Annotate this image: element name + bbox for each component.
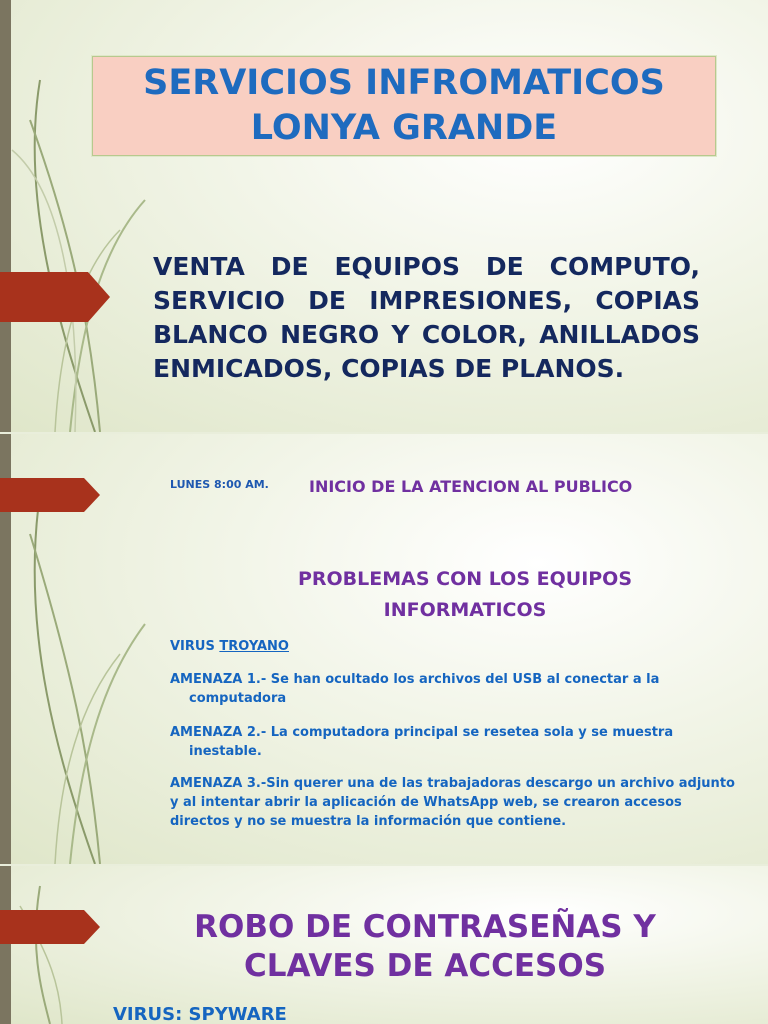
threat-2-text: AMENAZA 2.- La computadora principal se resetea sola y se muestra <box>170 725 674 740</box>
virus-line <box>170 637 289 656</box>
threat-1-text: AMENAZA 1.- Se han ocultado los archivos del USB al conectar a la <box>170 672 660 687</box>
decorative-curves <box>0 866 160 1024</box>
title-line-2: LONYA GRANDE <box>250 108 558 148</box>
hours-label: LUNES 8:00 AM. <box>170 478 269 491</box>
threat-3: AMENAZA 3.-Sin querer una de las trabajadoras descargo un archivo adjunto y al intentar abrir la aplicación de WhatsApp web, se crearon accesos directos y no se muestra la información que contiene. <box>170 776 735 829</box>
problems-line-1: PROBLEMAS CON LOS EQUIPOS <box>297 568 633 590</box>
virus-label: VIRUS <box>170 639 215 654</box>
arrow-marker <box>0 478 100 512</box>
threat-1-cont: computadora <box>189 691 287 706</box>
title-box <box>92 56 716 156</box>
arrow-marker <box>0 272 110 322</box>
threat-2 <box>170 723 730 761</box>
problems-heading <box>230 564 700 626</box>
spyware-label: VIRUS: SPYWARE <box>113 1004 287 1024</box>
virus-name-link[interactable]: TROYANO <box>219 639 289 654</box>
threat-2-cont: inestable. <box>189 744 262 759</box>
robo-heading <box>160 908 690 986</box>
robo-line-1: ROBO DE CONTRASEÑAS Y <box>194 909 656 945</box>
problems-line-2: INFORMATICOS <box>383 599 547 621</box>
threat-1 <box>170 670 720 708</box>
slide-1 <box>0 0 768 432</box>
robo-line-2: CLAVES DE ACCESOS <box>243 948 607 984</box>
title-line-1: SERVICIOS INFROMATICOS <box>143 63 665 103</box>
hours-description: INICIO DE LA ATENCION AL PUBLICO <box>309 477 633 496</box>
arrow-marker <box>0 910 100 944</box>
services-text: VENTA DE EQUIPOS DE COMPUTO, SERVICIO DE IMPRESIONES, COPIAS BLANCO NEGRO Y COLOR, ANILLADOS ENMICADOS, COPIAS DE PLANOS. <box>153 252 700 383</box>
slide-3 <box>0 866 768 1024</box>
slide-2 <box>0 434 768 864</box>
